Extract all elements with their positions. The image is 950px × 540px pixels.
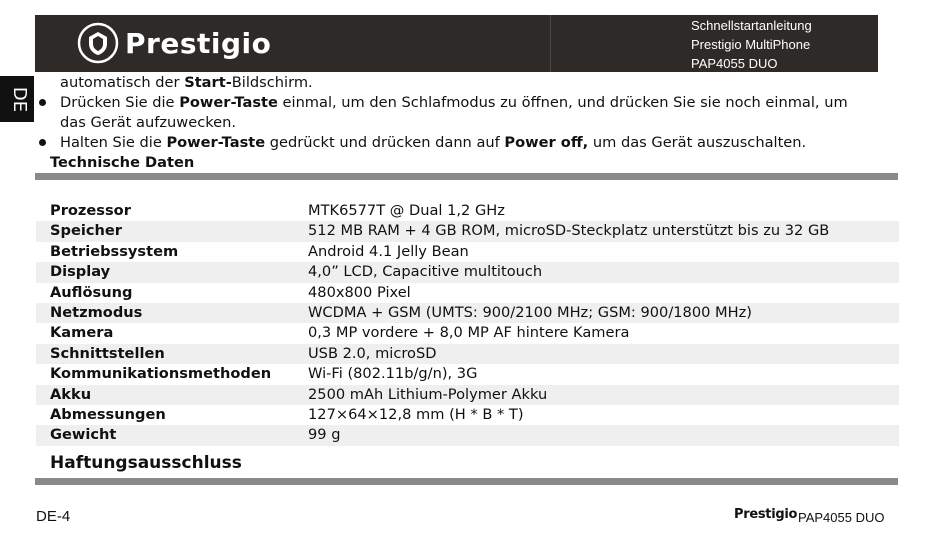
spec-row: Kommunikationsmethoden Wi-Fi (802.11b/g/n), 3G <box>50 365 478 383</box>
spec-row: Display 4,0” LCD, Capacitive multitouch <box>36 262 899 282</box>
disclaimer-title: Haftungsausschluss <box>50 453 242 473</box>
footer-model: PAP4055 DUO <box>798 510 885 525</box>
header-divider <box>550 15 551 72</box>
doc-type: Schnellstartanleitung <box>691 18 812 33</box>
spec-row: Kamera 0,3 MP vordere + 8,0 MP AF hintere Kamera <box>50 324 630 342</box>
page-number: DE-4 <box>36 508 71 525</box>
spec-row: Speicher 512 MB RAM + 4 GB ROM, microSD-Steckplatz unterstützt bis zu 32 GB <box>36 221 899 241</box>
spec-row: Gewicht 99 g <box>36 425 899 445</box>
language-tab <box>0 76 34 122</box>
spec-row: Netzmodus WCDMA + GSM (UMTS: 900/2100 MHz; GSM: 900/1800 MHz) <box>36 303 899 323</box>
section-title: Technische Daten <box>50 154 195 171</box>
bullet-1-line-1: Drücken Sie die Power-Taste einmal, um den Schlafmodus zu öffnen, und drücken Sie sie noch einmal, um <box>60 94 848 111</box>
continuation-line: automatisch der Start-Bildschirm. <box>60 74 313 91</box>
spec-row: Abmessungen 127×64×12,8 mm (H * B * T) <box>50 405 524 423</box>
bullet-dot <box>39 99 46 106</box>
model-name: PAP4055 DUO <box>691 56 778 71</box>
header-info <box>691 16 812 73</box>
logo-text: Prestigio <box>125 26 272 60</box>
spec-row: Betriebssystem Android 4.1 Jelly Bean <box>50 242 469 260</box>
shield-logo-icon <box>77 22 119 64</box>
bullet-dot <box>39 139 46 146</box>
spec-table <box>36 201 899 446</box>
product-line: Prestigio MultiPhone <box>691 37 811 52</box>
disclaimer-rule <box>35 478 898 485</box>
spec-row: Schnittstellen USB 2.0, microSD <box>36 344 899 364</box>
spec-row: Akku 2500 mAh Lithium-Polymer Akku <box>36 385 899 405</box>
prestigio-logo <box>77 21 271 65</box>
bullet-1-line-2: das Gerät aufzuwecken. <box>60 114 237 131</box>
header-bar <box>35 15 878 72</box>
footer-logo: Prestigio <box>734 507 798 522</box>
language-tab-label: DE <box>9 86 31 113</box>
bullet-2: Halten Sie die Power-Taste gedrückt und drücken dann auf Power off, um das Gerät auszuschalten. <box>60 134 807 151</box>
spec-row: Auflösung 480x800 Pixel <box>50 283 411 301</box>
section-rule <box>35 173 898 180</box>
spec-row: Prozessor MTK6577T @ Dual 1,2 GHz <box>50 202 505 219</box>
